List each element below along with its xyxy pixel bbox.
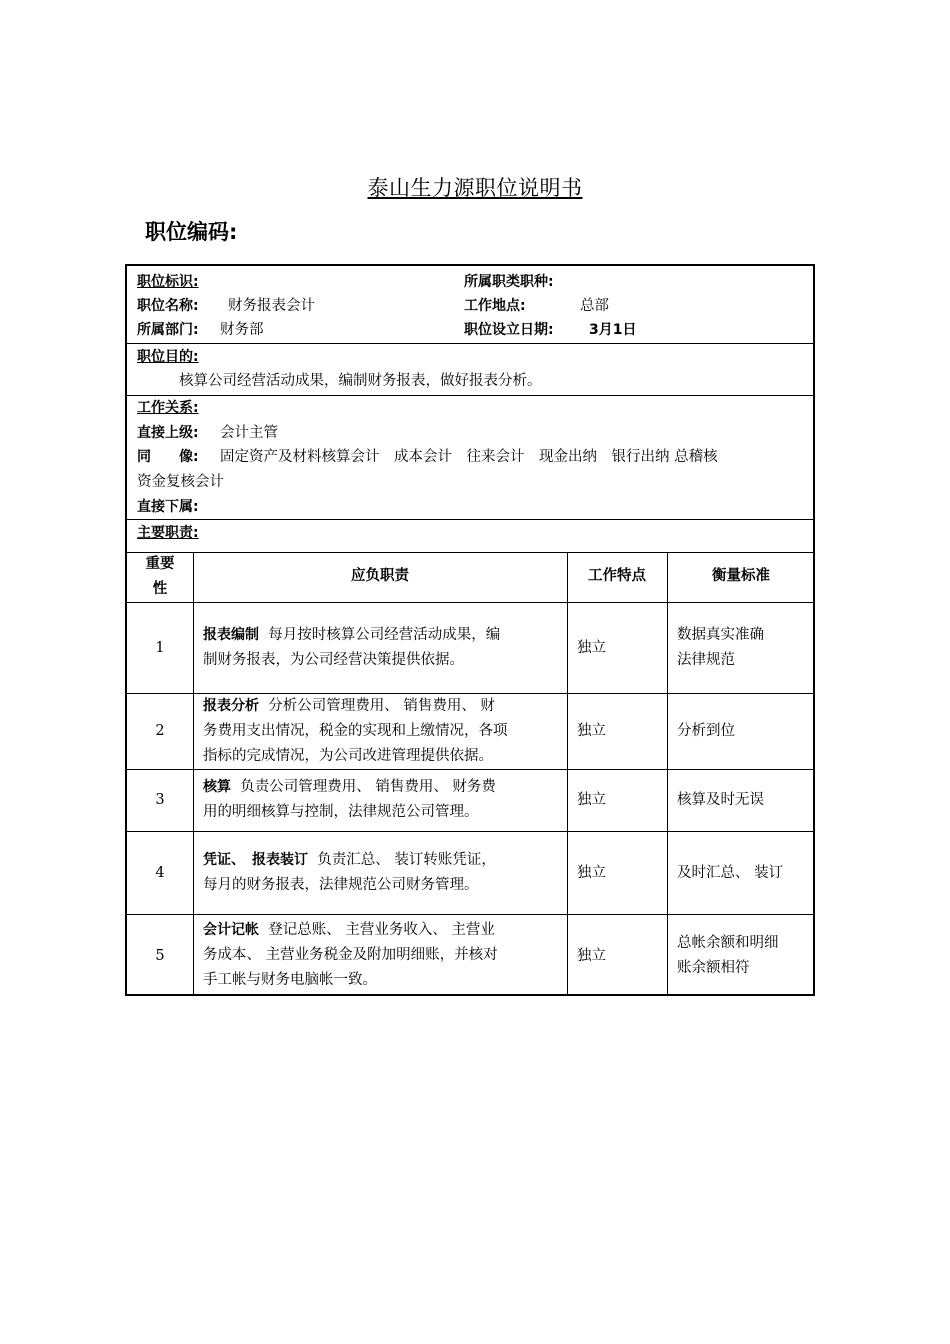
duty-line: 分析公司管理费用、 销售费用、 财 (268, 698, 495, 714)
duty-text (203, 694, 561, 769)
duty-line: 务成本、 主营业务税金及附加明细账，并核对 (203, 947, 498, 963)
peer-value: 固定资产及材料核算会计 成本会计 往来会计 现金出纳 银行出纳 总稽核 (220, 449, 718, 465)
duty-line: 手工帐与财务电脑帐一致。 (203, 972, 377, 988)
duty-title: 报表编制 (203, 627, 259, 643)
duty-line: 每月的财务报表，法律规范公司财务管理。 (203, 877, 479, 893)
standard-line: 账余额相符 (677, 960, 750, 976)
work-feature: 独立 (577, 640, 606, 656)
document-title: 泰山生力源职位说明书 (367, 176, 583, 200)
header-importance (127, 552, 193, 602)
work-feature: 独立 (577, 792, 606, 808)
duty-line: 每月按时核算公司经营活动成果，编 (268, 627, 501, 643)
standard-line: 核算及时无误 (677, 792, 764, 808)
row-number: 3 (155, 792, 165, 808)
category-label: 所属职类职种: (464, 274, 554, 290)
established-date-value: 3月1日 (589, 322, 637, 338)
row-number: 2 (155, 723, 165, 739)
duty-line: 指标的完成情况，为公司改进管理提供依据。 (203, 748, 493, 764)
department-value: 财务部 (220, 322, 264, 338)
standard-line: 及时汇总、 装订 (677, 865, 784, 881)
row-divider (127, 602, 813, 603)
work-feature: 独立 (577, 865, 606, 881)
standard-line: 分析到位 (677, 723, 735, 739)
position-id-label: 职位标识: (137, 274, 199, 290)
purpose-text: 核算公司经营活动成果，编制财务报表，做好报表分析。 (179, 373, 542, 389)
position-code-label: 职位编码: (145, 220, 238, 244)
header-importance-line: 性 (152, 581, 168, 597)
established-date-label: 职位设立日期: (464, 322, 554, 338)
position-name-value: 财务报表会计 (228, 298, 315, 314)
purpose-label: 职位目的: (137, 349, 199, 365)
row-divider (127, 914, 813, 915)
duty-text (203, 775, 561, 825)
standard (677, 861, 783, 886)
row-divider (127, 769, 813, 770)
divider (127, 343, 813, 344)
department-label: 所属部门: (137, 322, 199, 338)
duty-line: 用的明细核算与控制，法律规范公司管理。 (203, 804, 479, 820)
duty-line: 负责公司管理费用、 销售费用、 财务费 (240, 779, 496, 795)
subordinate-label: 直接下属: (137, 499, 199, 515)
peer-label: 同 像: (137, 449, 199, 465)
duty-line: 制财务报表，为公司经营决策提供依据。 (203, 652, 464, 668)
relations-label: 工作关系: (137, 400, 199, 416)
duty-title: 凭证、 报表装订 (203, 852, 308, 868)
duty-line: 务费用支出情况，税金的实现和上缴情况，各项 (203, 723, 508, 739)
standard (677, 623, 764, 673)
row-number: 4 (155, 865, 165, 881)
position-name-label: 职位名称: (137, 298, 199, 314)
column-divider (567, 552, 568, 996)
work-feature: 独立 (577, 948, 606, 964)
work-location-value: 总部 (580, 298, 609, 314)
column-divider (667, 552, 668, 996)
row-divider (127, 831, 813, 832)
header-feature: 工作特点 (588, 568, 646, 584)
divider (127, 395, 813, 396)
standard-line: 数据真实准确 (677, 627, 764, 643)
standard-line: 法律规范 (677, 652, 735, 668)
row-number: 5 (155, 948, 165, 964)
header-duty: 应负职责 (351, 568, 409, 584)
duty-line: 登记总账、 主营业务收入、 主营业 (268, 922, 495, 938)
column-divider (193, 552, 194, 996)
superior-value: 会计主管 (220, 425, 278, 441)
duty-text (203, 918, 561, 993)
work-location-label: 工作地点: (464, 298, 526, 314)
duty-title: 会计记帐 (203, 922, 259, 938)
divider (127, 552, 813, 553)
duty-title: 核算 (203, 779, 231, 795)
superior-label: 直接上级: (137, 425, 199, 441)
row-number: 1 (155, 640, 165, 656)
peer-value-continued: 资金复核会计 (137, 474, 224, 490)
header-standard: 衡量标准 (712, 568, 770, 584)
standard (677, 931, 779, 981)
standard-line: 总帐余额和明细 (677, 935, 779, 951)
duty-text (203, 623, 561, 673)
duty-text (203, 848, 561, 898)
duties-label: 主要职责: (137, 525, 199, 541)
work-feature: 独立 (577, 723, 606, 739)
job-description-table (125, 264, 815, 996)
standard (677, 719, 735, 744)
duty-title: 报表分析 (203, 698, 259, 714)
standard (677, 788, 764, 813)
duty-line: 负责汇总、 装订转账凭证， (317, 852, 496, 868)
divider (127, 519, 813, 520)
header-importance-line: 重要 (145, 556, 175, 572)
